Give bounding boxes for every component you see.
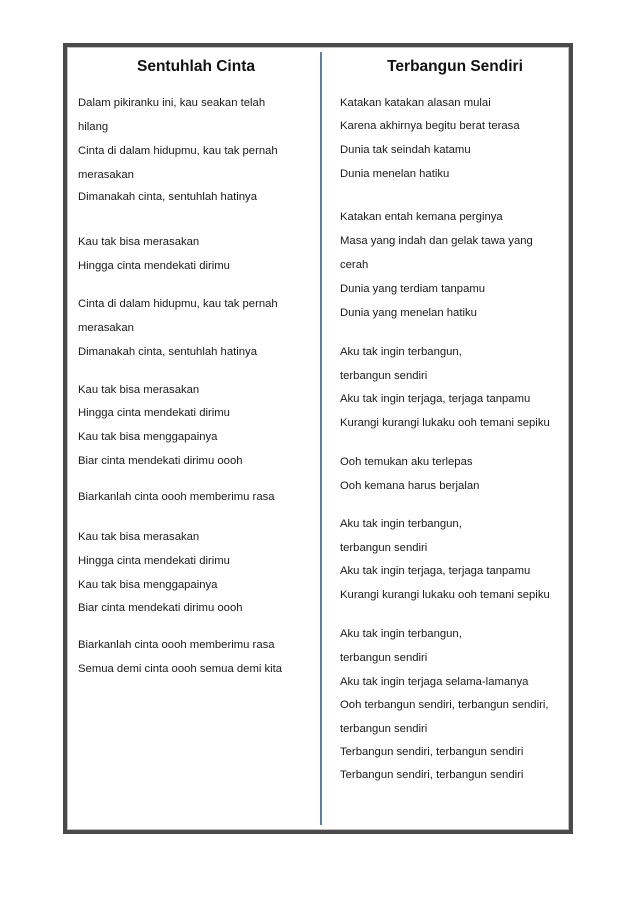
lyric-line: terbangun sendiri — [340, 370, 428, 382]
lyric-line: Masa yang indah dan gelak tawa yang — [340, 235, 533, 247]
lyric-line: terbangun sendiri — [340, 652, 428, 664]
lyric-line: Ooh terbangun sendiri, terbangun sendiri, — [340, 699, 549, 711]
lyric-line: Dalam pikiranku ini, kau seakan telah — [78, 97, 266, 109]
lyric-line: cerah — [340, 259, 369, 271]
lyric-line: Katakan katakan alasan mulai — [340, 97, 491, 109]
lyric-line: Aku tak ingin terjaga, terjaga tanpamu — [340, 565, 531, 577]
lyric-line: Dunia yang terdiam tanpamu — [340, 283, 486, 295]
lyric-line: Ooh kemana harus berjalan — [340, 480, 480, 492]
left-song-title: Sentuhlah Cinta — [137, 58, 255, 75]
lyric-line: Terbangun sendiri, terbangun sendiri — [340, 746, 524, 758]
lyric-line: Biar cinta mendekati dirimu oooh — [78, 602, 243, 614]
lyric-line: Kau tak bisa merasakan — [78, 384, 200, 396]
lyric-line: merasakan — [78, 169, 134, 181]
lyric-line: Kau tak bisa menggapainya — [78, 431, 218, 443]
lyric-line: Dimanakah cinta, sentuhlah hatinya — [78, 346, 257, 358]
lyric-line: Hingga cinta mendekati dirimu — [78, 260, 230, 272]
document-frame — [63, 43, 573, 834]
lyric-line: Cinta di dalam hidupmu, kau tak pernah — [78, 145, 278, 157]
lyric-line: Cinta di dalam hidupmu, kau tak pernah — [78, 298, 278, 310]
lyric-line: Kurangi kurangi lukaku ooh temani sepiku — [340, 589, 550, 601]
lyric-line: Dunia yang menelan hatiku — [340, 307, 477, 319]
lyric-line: Biarkanlah cinta oooh memberimu rasa — [78, 639, 275, 651]
lyric-line: Biarkanlah cinta oooh memberimu rasa — [78, 491, 275, 503]
document-page — [67, 47, 569, 830]
lyric-line: terbangun sendiri — [340, 723, 428, 735]
lyric-line: hilang — [78, 121, 109, 133]
lyric-line: Aku tak ingin terbangun, — [340, 518, 462, 530]
lyric-line: Kau tak bisa merasakan — [78, 531, 200, 543]
lyric-line: Katakan entah kemana perginya — [340, 211, 503, 223]
lyric-line: merasakan — [78, 322, 134, 334]
column-divider — [320, 52, 322, 825]
lyric-line: Aku tak ingin terbangun, — [340, 628, 462, 640]
lyric-line: Dunia menelan hatiku — [340, 168, 450, 180]
lyric-line: Dimanakah cinta, sentuhlah hatinya — [78, 191, 257, 203]
lyric-line: Ooh temukan aku terlepas — [340, 456, 473, 468]
lyric-line: Terbangun sendiri, terbangun sendiri — [340, 769, 524, 781]
lyric-line: terbangun sendiri — [340, 542, 428, 554]
lyric-line: Hingga cinta mendekati dirimu — [78, 555, 230, 567]
lyric-line: Aku tak ingin terjaga selama-lamanya — [340, 676, 529, 688]
lyric-line: Dunia tak seindah katamu — [340, 144, 471, 156]
lyric-line: Semua demi cinta oooh semua demi kita — [78, 663, 283, 675]
lyric-line: Aku tak ingin terbangun, — [340, 346, 462, 358]
right-song-title: Terbangun Sendiri — [387, 58, 523, 75]
lyric-line: Kau tak bisa menggapainya — [78, 579, 218, 591]
lyric-line: Kau tak bisa merasakan — [78, 236, 200, 248]
lyric-line: Hingga cinta mendekati dirimu — [78, 407, 230, 419]
lyric-line: Biar cinta mendekati dirimu oooh — [78, 455, 243, 467]
lyric-line: Aku tak ingin terjaga, terjaga tanpamu — [340, 393, 531, 405]
lyric-line: Kurangi kurangi lukaku ooh temani sepiku — [340, 417, 550, 429]
lyric-line: Karena akhirnya begitu berat terasa — [340, 120, 520, 132]
